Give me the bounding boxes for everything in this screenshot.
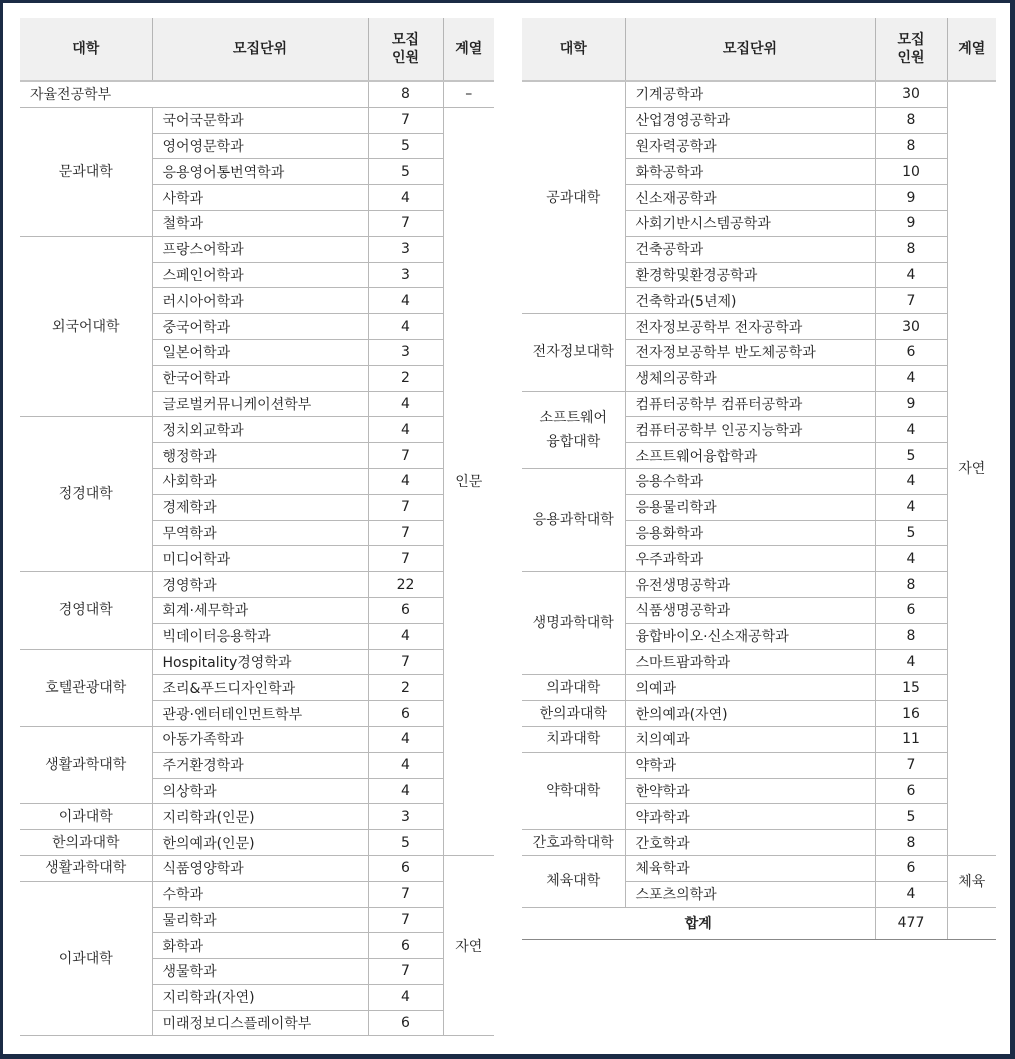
count-cell: 16 xyxy=(875,701,947,727)
table-row xyxy=(20,236,494,262)
count-cell: 8 xyxy=(875,830,947,856)
count-cell: 2 xyxy=(368,365,443,391)
track-cell: – xyxy=(443,81,494,107)
table-row xyxy=(20,107,494,133)
admission-quota-document xyxy=(3,3,1010,1054)
count-cell: 11 xyxy=(875,726,947,752)
table-row xyxy=(20,417,494,443)
table-row xyxy=(20,572,494,598)
unit-cell: 한약학과 xyxy=(625,778,875,804)
unit-cell: 미디어학과 xyxy=(152,546,368,572)
count-cell: 4 xyxy=(368,417,443,443)
unit-cell: Hospitality경영학과 xyxy=(152,649,368,675)
unit-cell: 관광·엔터테인먼트학부 xyxy=(152,701,368,727)
college-cell: 자율전공학부 xyxy=(20,81,368,107)
college-cell: 생활과학대학 xyxy=(20,855,152,881)
count-cell: 5 xyxy=(875,804,947,830)
unit-cell: 빅데이터응용학과 xyxy=(152,623,368,649)
unit-cell: 경영학과 xyxy=(152,572,368,598)
table-row xyxy=(522,701,996,727)
count-cell: 10 xyxy=(875,159,947,185)
unit-cell: 프랑스어학과 xyxy=(152,236,368,262)
unit-cell: 영어영문학과 xyxy=(152,133,368,159)
unit-cell: 미래정보디스플레이학부 xyxy=(152,1010,368,1036)
count-cell: 7 xyxy=(368,107,443,133)
unit-cell: 경제학과 xyxy=(152,494,368,520)
college-cell: 이과대학 xyxy=(20,804,152,830)
count-cell: 7 xyxy=(368,520,443,546)
unit-cell: 체육학과 xyxy=(625,855,875,881)
track-cell: 자연 xyxy=(947,81,996,855)
unit-cell: 행정학과 xyxy=(152,443,368,469)
table-row xyxy=(522,81,996,107)
count-cell: 8 xyxy=(875,133,947,159)
unit-cell: 우주과학과 xyxy=(625,546,875,572)
college-cell: 응용과학대학 xyxy=(522,468,625,571)
total-label: 합계 xyxy=(522,907,875,939)
count-cell: 3 xyxy=(368,236,443,262)
unit-cell: 컴퓨터공학부 컴퓨터공학과 xyxy=(625,391,875,417)
unit-cell: 생체의공학과 xyxy=(625,365,875,391)
count-cell: 4 xyxy=(875,262,947,288)
count-cell: 4 xyxy=(875,468,947,494)
table-row xyxy=(20,804,494,830)
college-cell: 경영대학 xyxy=(20,572,152,649)
count-cell: 4 xyxy=(368,778,443,804)
count-cell: 9 xyxy=(875,210,947,236)
table-row xyxy=(20,726,494,752)
unit-cell: 조리&푸드디자인학과 xyxy=(152,675,368,701)
count-cell: 8 xyxy=(875,107,947,133)
college-cell: 치과대학 xyxy=(522,726,625,752)
count-cell: 30 xyxy=(875,314,947,340)
college-cell: 생활과학대학 xyxy=(20,726,152,803)
unit-cell: 기계공학과 xyxy=(625,81,875,107)
count-cell: 7 xyxy=(368,494,443,520)
unit-cell: 일본어학과 xyxy=(152,339,368,365)
unit-cell: 철학과 xyxy=(152,210,368,236)
unit-cell: 응용물리학과 xyxy=(625,494,875,520)
count-cell: 4 xyxy=(368,726,443,752)
count-cell: 2 xyxy=(368,675,443,701)
unit-cell: 유전생명공학과 xyxy=(625,572,875,598)
college-cell: 이과대학 xyxy=(20,881,152,1036)
unit-cell: 환경학및환경공학과 xyxy=(625,262,875,288)
unit-cell: 정치외교학과 xyxy=(152,417,368,443)
count-cell: 4 xyxy=(368,623,443,649)
unit-cell: 응용화학과 xyxy=(625,520,875,546)
unit-cell: 컴퓨터공학부 인공지능학과 xyxy=(625,417,875,443)
count-cell: 5 xyxy=(875,520,947,546)
count-cell: 15 xyxy=(875,675,947,701)
count-cell: 6 xyxy=(875,339,947,365)
count-cell: 4 xyxy=(368,391,443,417)
unit-cell: 건축공학과 xyxy=(625,236,875,262)
table-row xyxy=(20,81,494,107)
unit-cell: 식품영양학과 xyxy=(152,855,368,881)
table-row xyxy=(522,752,996,778)
unit-cell: 원자력공학과 xyxy=(625,133,875,159)
unit-cell: 응용수학과 xyxy=(625,468,875,494)
college-cell: 한의과대학 xyxy=(522,701,625,727)
unit-cell: 스페인어학과 xyxy=(152,262,368,288)
table-row xyxy=(522,675,996,701)
header-unit: 모집단위 xyxy=(152,18,368,81)
count-cell: 7 xyxy=(368,959,443,985)
unit-cell: 전자정보공학부 전자공학과 xyxy=(625,314,875,340)
unit-cell: 회계·세무학과 xyxy=(152,597,368,623)
unit-cell: 간호학과 xyxy=(625,830,875,856)
count-cell: 6 xyxy=(875,855,947,881)
count-cell: 4 xyxy=(368,468,443,494)
college-cell: 소프트웨어 융합대학 xyxy=(522,391,625,468)
unit-cell: 주거환경학과 xyxy=(152,752,368,778)
count-cell: 3 xyxy=(368,804,443,830)
college-cell: 의과대학 xyxy=(522,675,625,701)
count-cell: 8 xyxy=(875,236,947,262)
count-cell: 6 xyxy=(368,855,443,881)
table-row xyxy=(20,649,494,675)
count-cell: 4 xyxy=(875,546,947,572)
count-cell: 6 xyxy=(875,778,947,804)
header-track: 계열 xyxy=(443,18,494,81)
count-cell: 4 xyxy=(875,649,947,675)
unit-cell: 물리학과 xyxy=(152,907,368,933)
count-cell: 4 xyxy=(368,314,443,340)
count-cell: 7 xyxy=(368,546,443,572)
unit-cell: 화학과 xyxy=(152,933,368,959)
count-cell: 4 xyxy=(368,752,443,778)
table-row xyxy=(522,830,996,856)
count-cell: 7 xyxy=(875,288,947,314)
unit-cell: 의상학과 xyxy=(152,778,368,804)
count-cell: 8 xyxy=(368,81,443,107)
track-cell: 자연 xyxy=(443,855,494,1036)
table-row xyxy=(522,391,996,417)
count-cell: 9 xyxy=(875,391,947,417)
college-cell: 간호과학대학 xyxy=(522,830,625,856)
table-row xyxy=(522,726,996,752)
count-cell: 4 xyxy=(368,984,443,1010)
college-cell: 문과대학 xyxy=(20,107,152,236)
unit-cell: 사회기반시스템공학과 xyxy=(625,210,875,236)
college-cell: 한의과대학 xyxy=(20,830,152,856)
count-cell: 6 xyxy=(368,933,443,959)
table-row xyxy=(522,572,996,598)
unit-cell: 스마트팜과학과 xyxy=(625,649,875,675)
count-cell: 5 xyxy=(368,830,443,856)
unit-cell: 융합바이오·신소재공학과 xyxy=(625,623,875,649)
college-cell: 약학대학 xyxy=(522,752,625,829)
quota-table-left xyxy=(20,18,494,1036)
unit-cell: 글로벌커뮤니케이션학부 xyxy=(152,391,368,417)
unit-cell: 치의예과 xyxy=(625,726,875,752)
unit-cell: 화학공학과 xyxy=(625,159,875,185)
table-row xyxy=(522,314,996,340)
count-cell: 7 xyxy=(875,752,947,778)
unit-cell: 한국어학과 xyxy=(152,365,368,391)
count-cell: 3 xyxy=(368,339,443,365)
unit-cell: 생물학과 xyxy=(152,959,368,985)
unit-cell: 전자정보공학부 반도체공학과 xyxy=(625,339,875,365)
count-cell: 4 xyxy=(875,417,947,443)
unit-cell: 스포츠의학과 xyxy=(625,881,875,907)
header-count: 모집 인원 xyxy=(875,18,947,81)
table-row xyxy=(20,830,494,856)
table-row xyxy=(522,468,996,494)
count-cell: 4 xyxy=(875,881,947,907)
unit-cell: 신소재공학과 xyxy=(625,185,875,211)
count-cell: 3 xyxy=(368,262,443,288)
count-cell: 6 xyxy=(368,1010,443,1036)
count-cell: 7 xyxy=(368,210,443,236)
header-college: 대학 xyxy=(20,18,152,81)
table-row xyxy=(522,855,996,881)
college-cell: 정경대학 xyxy=(20,417,152,572)
unit-cell: 의예과 xyxy=(625,675,875,701)
unit-cell: 아동가족학과 xyxy=(152,726,368,752)
count-cell: 4 xyxy=(368,185,443,211)
table-row xyxy=(20,855,494,881)
unit-cell: 수학과 xyxy=(152,881,368,907)
count-cell: 9 xyxy=(875,185,947,211)
count-cell: 4 xyxy=(875,365,947,391)
count-cell: 7 xyxy=(368,443,443,469)
college-cell: 전자정보대학 xyxy=(522,314,625,391)
count-cell: 7 xyxy=(368,907,443,933)
count-cell: 7 xyxy=(368,881,443,907)
count-cell: 5 xyxy=(368,133,443,159)
table-row xyxy=(20,881,494,907)
unit-cell: 약과학과 xyxy=(625,804,875,830)
count-cell: 7 xyxy=(368,649,443,675)
unit-cell: 사학과 xyxy=(152,185,368,211)
unit-cell: 산업경영공학과 xyxy=(625,107,875,133)
unit-cell: 건축학과(5년제) xyxy=(625,288,875,314)
unit-cell: 지리학과(인문) xyxy=(152,804,368,830)
college-cell: 외국어대학 xyxy=(20,236,152,417)
header-track: 계열 xyxy=(947,18,996,81)
count-cell: 30 xyxy=(875,81,947,107)
count-cell: 6 xyxy=(368,597,443,623)
track-cell: 인문 xyxy=(443,107,494,855)
quota-table-right xyxy=(522,18,996,940)
count-cell: 4 xyxy=(368,288,443,314)
total-count: 477 xyxy=(875,907,947,939)
total-row xyxy=(522,907,996,939)
header-count: 모집 인원 xyxy=(368,18,443,81)
count-cell: 22 xyxy=(368,572,443,598)
count-cell: 5 xyxy=(368,159,443,185)
count-cell: 4 xyxy=(875,494,947,520)
count-cell: 8 xyxy=(875,572,947,598)
unit-cell: 러시아어학과 xyxy=(152,288,368,314)
unit-cell: 응용영어통번역학과 xyxy=(152,159,368,185)
unit-cell: 중국어학과 xyxy=(152,314,368,340)
unit-cell: 한의예과(인문) xyxy=(152,830,368,856)
count-cell: 6 xyxy=(875,597,947,623)
college-cell: 공과대학 xyxy=(522,81,625,314)
count-cell: 5 xyxy=(875,443,947,469)
unit-cell: 식품생명공학과 xyxy=(625,597,875,623)
college-cell: 생명과학대학 xyxy=(522,572,625,675)
unit-cell: 무역학과 xyxy=(152,520,368,546)
header-row xyxy=(522,18,996,81)
college-cell: 체육대학 xyxy=(522,855,625,907)
header-row xyxy=(20,18,494,81)
unit-cell: 지리학과(자연) xyxy=(152,984,368,1010)
track-cell: 체육 xyxy=(947,855,996,907)
unit-cell: 약학과 xyxy=(625,752,875,778)
college-cell: 호텔관광대학 xyxy=(20,649,152,726)
unit-cell: 한의예과(자연) xyxy=(625,701,875,727)
count-cell: 8 xyxy=(875,623,947,649)
total-track-empty xyxy=(947,907,996,939)
unit-cell: 소프트웨어융합학과 xyxy=(625,443,875,469)
header-unit: 모집단위 xyxy=(625,18,875,81)
header-college: 대학 xyxy=(522,18,625,81)
unit-cell: 사회학과 xyxy=(152,468,368,494)
count-cell: 6 xyxy=(368,701,443,727)
unit-cell: 국어국문학과 xyxy=(152,107,368,133)
